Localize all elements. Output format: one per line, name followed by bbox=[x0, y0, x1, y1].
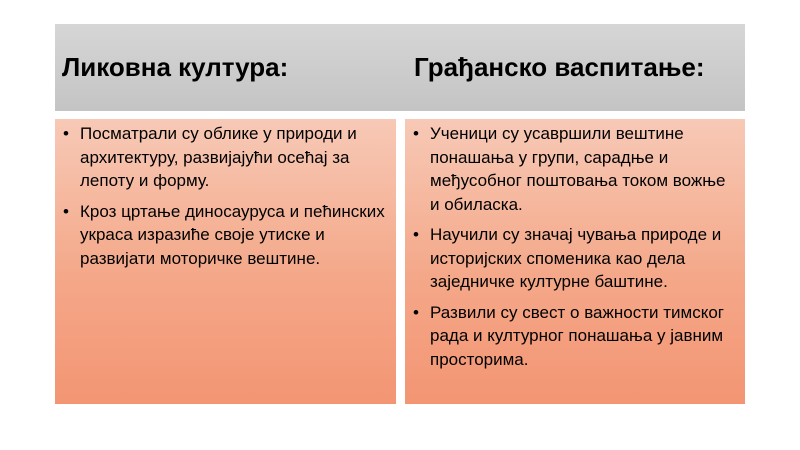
left-column-heading: Ликовна култура: bbox=[62, 52, 289, 82]
bullet-icon: • bbox=[63, 201, 69, 221]
bullet-icon: • bbox=[413, 302, 419, 322]
list-item bbox=[412, 122, 735, 216]
bullet-icon: • bbox=[413, 124, 419, 143]
list-item-text: Ученици су усавршили вештине понашања у групи, сарадње и међусобног поштовања током вожње и обиласка. bbox=[430, 124, 726, 214]
bullet-icon: • bbox=[413, 225, 419, 244]
list-item-text: Научили су значај чувања природе и историјских споменика као дела заједничке културне баштине. bbox=[430, 225, 722, 291]
list-item-text: Посматрали су облике у природи и архитектуру, развијајући осећај за лепоту и форму. bbox=[80, 124, 357, 190]
right-bullet-list bbox=[412, 122, 735, 371]
list-item bbox=[412, 301, 735, 372]
list-item-text: Кроз цртање диносауруса и пећинских украса изразиће своје утиске и развијати моторичке вештине. bbox=[80, 201, 385, 268]
bullet-icon: • bbox=[63, 124, 69, 143]
list-item bbox=[412, 223, 735, 294]
list-item bbox=[62, 122, 386, 193]
left-bullet-list bbox=[62, 122, 386, 270]
right-column-box bbox=[405, 119, 745, 404]
list-item-text: Развили су свест о важности тимског рада и културног понашања у јавним просторима. bbox=[430, 302, 724, 369]
right-column-heading: Грађанско васпитање: bbox=[414, 52, 705, 82]
list-item bbox=[62, 200, 386, 271]
left-column-box bbox=[55, 119, 396, 404]
